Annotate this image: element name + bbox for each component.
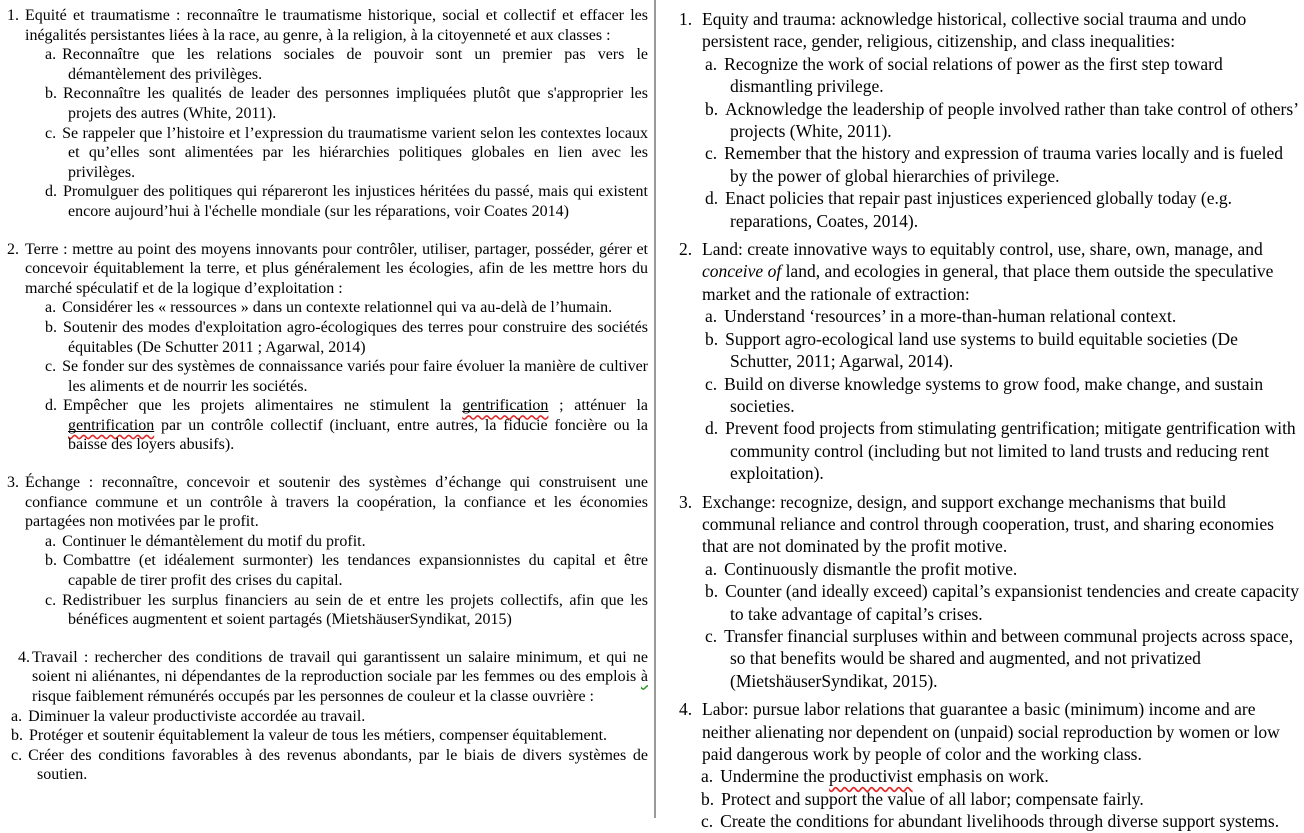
item-intro-text: Terre : mettre au point des moyens innovants pour contrôler, utiliser, partager, posséder, gérer et concevoir équitablement la terre, et plus généralement les écologies, afin de les mettre hors du marché spéculatif et de la logique d’exploitation : [25, 240, 648, 297]
item-intro-text: Travail : rechercher des conditions de travail qui garantissent un salaire minimum, et qui ne soient ni aliénantes, ni dépendantes de la reproduction sociale par les femmes ou des emplois à risque faiblement rémunérés occupés par les personnes de couleur et la classe ouvrière : [32, 648, 648, 705]
sub-item-number: c. [45, 358, 57, 376]
english-column [656, 0, 1304, 832]
sub-item-text: Remember that the history and expression of trauma varies locally and is fueled by the power of global hierarchies of privilege. [724, 143, 1284, 186]
sub-item [705, 580, 1302, 625]
sub-item [45, 318, 648, 357]
list-item [679, 238, 1302, 484]
sub-item-text: Combattre (et idéalement surmonter) les tendances expansionnistes du capital et être capable de tirer profit des crises du capital. [63, 552, 648, 590]
sub-item [45, 357, 648, 396]
sub-item [45, 45, 648, 84]
sub-item-number: d. [45, 183, 57, 201]
sub-item-text: Continuously dismantle the profit motive. [724, 558, 1018, 579]
sub-item [11, 746, 648, 785]
list-item [679, 8, 1302, 232]
sub-item-number: b. [45, 552, 57, 570]
item-intro [7, 6, 648, 45]
sub-item-text: Transfer financial surpluses within and between communal projects across space, so that benefits would be shared and augmented, and not privatized (MietshäuserSyndikat, 2015). [724, 625, 1294, 691]
sub-item [705, 142, 1302, 187]
list-item [7, 473, 648, 630]
sub-item-text: Understand ‘resources’ in a more-than-human relational context. [724, 306, 1177, 327]
sub-item [11, 707, 648, 727]
item-intro [7, 648, 648, 707]
sub-item-number: a. [11, 707, 23, 725]
sub-item-text: Acknowledge the leadership of people involved rather than take control of others’ projects (White, 2011). [725, 98, 1298, 142]
list-item [679, 698, 1302, 832]
list-item [7, 6, 648, 222]
sub-item-text: Diminuer la valeur productiviste accordée au travail. [28, 707, 366, 725]
sub-item [45, 532, 648, 552]
sub-item-text: Reconnaître que les relations sociales de pouvoir sont un premier pas vers le démantèlement des privilèges. [62, 46, 648, 83]
item-number: 3. [679, 491, 693, 512]
sub-item-number: a. [45, 46, 57, 64]
item-number: 2. [7, 240, 19, 258]
sub-item-number: a. [705, 558, 718, 579]
sub-item-text: Undermine the productivist emphasis on work. [720, 766, 1049, 787]
list-item [7, 648, 648, 785]
sub-item-text: Empêcher que les projets alimentaires ne stimulent la gentrification ; atténuer la gentrification par un contrôle collectif (incluant, entre autres, la fiducie foncière ou la baisse des loyers abusifs). [63, 397, 649, 454]
sub-item-number: c. [11, 746, 23, 764]
sub-item-text: Promulguer des politiques qui répareront les injustices héritées du passé, mais qui existent encore aujourd’hui à l'échelle mondiale (sur les réparations, voir Coates 2014) [63, 183, 648, 220]
item-intro [679, 698, 1302, 765]
sub-item-number: c. [45, 591, 57, 609]
sub-item-text: Redistribuer les surplus financiers au sein de et entre les projets collectifs, afin que les bénéfices augmentent et soient partagés (MietshäuserSyndikat, 2015) [62, 591, 648, 629]
sub-item [705, 625, 1302, 692]
sub-item [45, 182, 648, 221]
sub-item-number: a. [45, 299, 57, 317]
sub-item-number: b. [45, 318, 57, 336]
sub-item-number: c. [705, 625, 718, 646]
sub-item [11, 726, 648, 746]
sub-item [45, 551, 648, 590]
sub-item-text: Build on diverse knowledge systems to grow food, make change, and sustain societies. [724, 373, 1264, 416]
sub-item-number: c. [45, 124, 57, 142]
sub-item [705, 558, 1302, 580]
sub-item [701, 810, 1302, 832]
item-number: 4. [18, 648, 30, 666]
sub-item-text: Continuer le démantèlement du motif du profit. [62, 532, 366, 550]
item-intro-text: Labor: pursue labor relations that guarantee a basic (minimum) income and are neither alienating nor dependent on (unpaid) social reproduction by women or low paid dangerous work by people of color and the working class. [702, 699, 1280, 764]
sub-item [45, 124, 648, 183]
item-intro-text: Land: create innovative ways to equitably control, use, share, own, manage, and conceive of land, and ecologies in general, that place them outside the speculative market and the rationale of extraction: [702, 239, 1274, 304]
sub-item-number: a. [705, 53, 718, 74]
sub-item [701, 788, 1302, 810]
sub-item-number: a. [701, 766, 714, 787]
sub-item-text: Create the conditions for abundant livelihoods through diverse support systems. [720, 811, 1280, 832]
sub-item [701, 765, 1302, 787]
sub-item-text: Enact policies that repair past injustices experienced globally today (e.g. reparations, Coates, 2014). [725, 188, 1232, 231]
sub-item [705, 187, 1302, 232]
sub-item-number: b. [701, 788, 715, 809]
list-item [7, 240, 648, 456]
sub-item [705, 53, 1302, 98]
item-number: 1. [679, 9, 693, 29]
sub-item [705, 98, 1302, 143]
item-intro [679, 491, 1302, 558]
sub-item-number: b. [11, 727, 23, 745]
item-number: 4. [679, 699, 693, 720]
sub-item-number: c. [705, 373, 718, 394]
sub-item-text: Counter (and ideally exceed) capital’s expansionist tendencies and create capacity to take advantage of capital’s crises. [725, 581, 1299, 624]
sub-item [705, 373, 1302, 418]
item-intro [7, 473, 648, 532]
item-number: 1. [7, 7, 19, 24]
sub-item-text: Créer des conditions favorables à des revenus abondants, par le biais de divers systèmes de soutien. [28, 746, 648, 784]
sub-item-number: b. [705, 98, 719, 119]
item-intro [679, 8, 1302, 53]
sub-item-text: Considérer les « ressources » dans un contexte relationnel qui va au-delà de l’humain. [62, 299, 613, 317]
sub-item [705, 328, 1302, 373]
sub-item-text: Reconnaître les qualités de leader des personnes impliquées plutôt que s'approprier les projets des autres (White, 2011). [63, 85, 648, 122]
sub-item-text: Support agro-ecological land use systems to build equitable societies (De Schutter, 2011; Agarwal, 2014). [725, 328, 1238, 372]
item-intro-text: Equity and trauma: acknowledge historical, collective social trauma and undo persistent race, gender, religious, citizenship, and class inequalities: [702, 9, 1247, 52]
sub-item [705, 305, 1302, 327]
sub-item-text: Protect and support the value of all labor; compensate fairly. [721, 788, 1144, 809]
sub-item-text: Se rappeler que l’histoire et l’expression du traumatisme varient selon les contextes locaux et qu’elles sont alimentées par les hiérarchies politiques globales en lien avec les privilèges. [62, 124, 648, 181]
sub-item-number: d. [705, 418, 719, 439]
sub-item-number: a. [45, 532, 57, 550]
sub-item [45, 591, 648, 630]
sub-item-text: Recognize the work of social relations of power as the first step toward dismantling privilege. [724, 53, 1223, 97]
french-column [0, 0, 654, 818]
item-intro [7, 240, 648, 299]
sub-item-number: c. [705, 143, 718, 164]
item-intro-text: Échange : reconnaître, concevoir et soutenir des systèmes d’échange qui construisent une confiance commune et un contrôle à travers la coopération, la confiance et les économies partagées non motivées par le profit. [25, 474, 648, 531]
sub-item-text: Prevent food projects from stimulating gentrification; mitigate gentrification with community control (including but not limited to land trusts and reducing rent exploitation). [725, 418, 1296, 484]
sub-item-text: Protéger et soutenir équitablement la valeur de tous les métiers, compenser équitablement. [29, 727, 608, 745]
sub-item [705, 417, 1302, 484]
sub-item-number: d. [45, 397, 57, 415]
sub-item [45, 298, 648, 318]
item-intro-text: Exchange: recognize, design, and support exchange mechanisms that build communal reliance and control through cooperation, trust, and sharing economies that are not dominated by the profit motive. [702, 491, 1274, 557]
sub-item-number: b. [705, 328, 719, 349]
sub-item-text: Soutenir des modes d'exploitation agro-écologiques des terres pour construire des sociétés équitables (De Schutter 2011 ; Agarwal, 2014) [63, 318, 648, 356]
sub-item [45, 84, 648, 123]
sub-item-number: c. [701, 811, 714, 832]
sub-item [45, 396, 649, 455]
sub-item-number: b. [45, 85, 57, 103]
sub-item-text: Se fonder sur des systèmes de connaissance variés pour faire évoluer la manière de cultiver les aliments et de nourrir les sociétés. [62, 358, 648, 395]
sub-item-number: d. [705, 188, 719, 209]
item-number: 3. [7, 474, 19, 492]
item-intro-text: Equité et traumatisme : reconnaître le traumatisme historique, social et collectif et effacer les inégalités persistantes liées à la race, au genre, à la religion, à la citoyenneté et aux classes : [25, 7, 648, 44]
sub-item-number: b. [705, 581, 719, 602]
item-intro [679, 238, 1302, 305]
sub-item-number: a. [705, 306, 718, 327]
list-item [679, 491, 1302, 693]
item-number: 2. [679, 239, 693, 260]
